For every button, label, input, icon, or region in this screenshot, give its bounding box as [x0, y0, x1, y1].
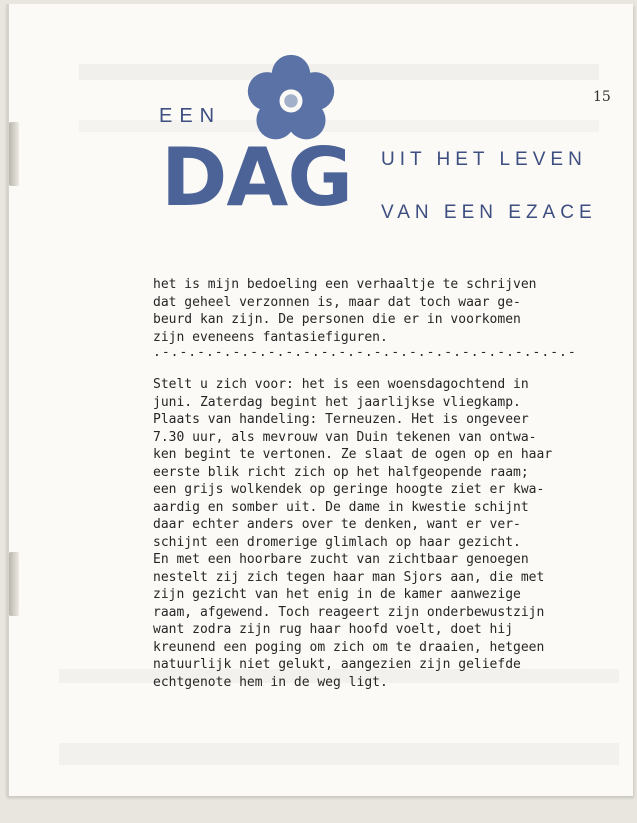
text-line: En met een hoorbare zucht van zichtbaar genoegen	[153, 552, 529, 567]
text-line: nestelt zij zich tegen haar man Sjors aan, die met	[153, 569, 545, 585]
binding-staple	[9, 122, 19, 186]
text-line: zijn eveneens fantasiefiguren.	[153, 329, 388, 345]
intro-paragraph	[153, 276, 623, 346]
show-through-marks	[79, 64, 599, 132]
text-line: aardig en somber uit. De dame in kwestie schijnt	[153, 499, 529, 515]
text-line: het is mijn bedoeling een verhaaltje te schrijven	[153, 277, 537, 292]
title-een: EEN	[159, 105, 222, 127]
text-line: daar echter anders over te denken, want er ver-	[153, 517, 521, 532]
text-line: eerste blik richt zich op het halfgeopende raam;	[153, 464, 529, 480]
text-line: schijnt een dromerige glimlach op haar gezicht.	[153, 534, 521, 550]
title-uit-het-leven: UIT HET LEVEN	[381, 149, 587, 170]
title-van-een-ezace: VAN EEN EZACE	[381, 202, 597, 223]
text-line: natuurlijk niet gelukt, aangezien zijn geliefde	[153, 657, 521, 672]
text-line: Stelt u zich voor: het is een woensdagochtend in	[153, 377, 529, 392]
text-line: raam, afgewend. Toch reageert zijn onderbewustzijn	[153, 604, 545, 620]
text-line: zijn gezicht van het enig in de kamer aanwezige	[153, 587, 521, 602]
text-line: 7.30 uur, als mevrouw van Duin tekenen van ontwa-	[153, 429, 537, 445]
text-line: juni. Zaterdag begint het jaarlijkse vliegkamp.	[153, 394, 521, 410]
story-paragraph	[153, 376, 623, 691]
text-line: Plaats van handeling: Terneuzen. Het is ongeveer	[153, 412, 529, 427]
dotted-separator: .-.-.-.-.-.-.-.-.-.-.-.-.-.-.-.-.-.-.-.-.-.-.-.-	[153, 345, 577, 360]
text-line: echtgenote hem in de weg ligt.	[153, 674, 388, 690]
text-line: ken begint te vertonen. Ze slaat de ogen op en haar	[153, 447, 553, 462]
title-dag: DAG	[161, 131, 352, 224]
text-line: beurd kan zijn. De personen die er in voorkomen	[153, 312, 521, 327]
binding-staple	[9, 552, 19, 616]
text-line: want zodra zijn rug haar hoofd voelt, doet hij	[153, 622, 514, 637]
document-page	[6, 4, 633, 796]
text-line: kreunend een poging om zich om te draaien, hetgeen	[153, 639, 545, 655]
page-number: 15	[593, 89, 611, 105]
text-line: een grijs wolkendek op geringe hoogte ziet er kwa-	[153, 482, 545, 497]
text-line: dat geheel verzonnen is, maar dat toch waar ge-	[153, 294, 521, 310]
